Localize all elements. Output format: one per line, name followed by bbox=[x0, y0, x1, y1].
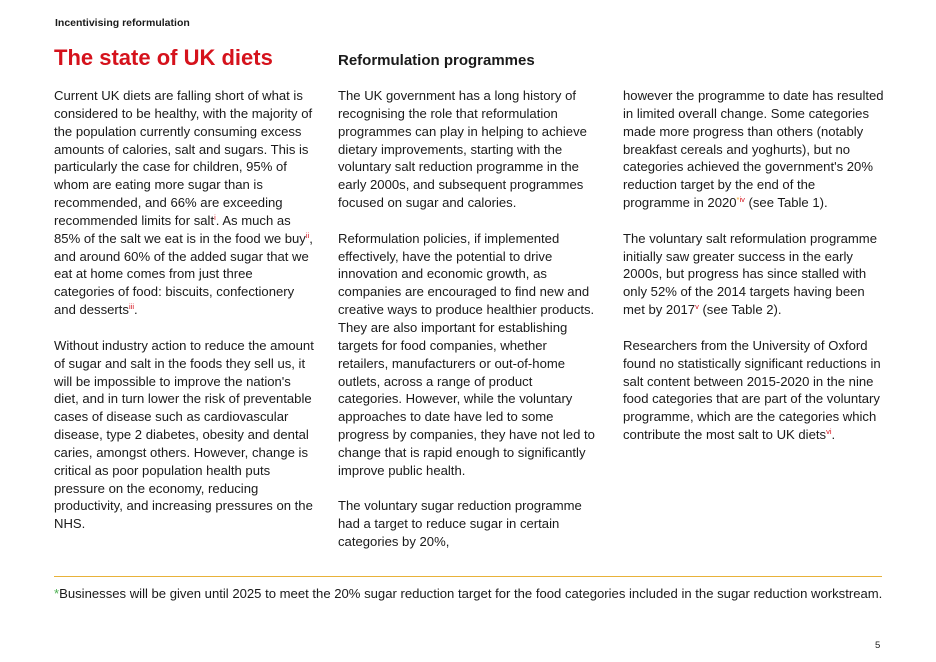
paragraph-industry-action: Without industry action to reduce the amount of sugar and salt in the foods they sell us, it will be impossible to improve the nation's diet, and in turn lower the risk of preventable cases of disease such as cardiovascular disease, type 2 diabetes, obesity and dental caries, amongst others. However, change is critical as poor population health puts pressure on the economy, reducing productivity, and increasing pressures on the NHS. bbox=[54, 337, 314, 532]
page-number: 5 bbox=[875, 640, 881, 651]
footnote-marker: * bbox=[54, 586, 60, 601]
page-title: The state of UK diets bbox=[54, 45, 273, 70]
paragraph-uk-diets: Current UK diets are falling short of what is considered to be healthy, with the majority of the population currently consuming excess amounts of calories, salt and sugars. This is particularly the case for children, 95% of whom are eating more sugar than is recommended, and 66% are exceeding recommended limits for salt$^i$. As much as 85% of the salt we eat is in the food we buy$^{ii}$, and around 60% of the added sugar that we eat at home comes from just three categories of food: biscuits, confectionery and desserts$^{iii}$. bbox=[54, 88, 313, 318]
footnote-text: Businesses will be given until 2025 to meet the 20% sugar reduction target for the food categories included in the sugar reduction workstream. bbox=[59, 586, 883, 601]
footnote bbox=[54, 585, 894, 603]
paragraph-limited-change: however the programme to date has resulted in limited overall change. Some categories made more progress than others (notably breakfast cereals and yoghurts), but no categories achieved the government's 20% reduction target by the end of the programme in 2020$^{*iv}$ (see Table 1). bbox=[623, 88, 884, 211]
column-2 bbox=[338, 87, 600, 569]
column-1 bbox=[54, 87, 314, 551]
endnote-ref[interactable]: i bbox=[214, 212, 216, 222]
footnote-star-marker[interactable]: * bbox=[736, 195, 740, 205]
endnote-ref[interactable]: ii bbox=[305, 230, 310, 240]
paragraph-sugar-reduction: The voluntary sugar reduction programme had a target to reduce sugar in certain categories by 20%, bbox=[338, 498, 582, 550]
endnote-ref[interactable]: iv bbox=[739, 195, 745, 205]
endnote-ref[interactable]: iii bbox=[128, 302, 134, 312]
section-heading: Reformulation programmes bbox=[338, 52, 535, 69]
endnote-ref[interactable]: v bbox=[695, 302, 699, 312]
paragraph-oxford-research: Researchers from the University of Oxford found no statistically significant reductions in salt content between 2015-2020 in the nine food categories that are part of the voluntary programme, which are the categories which contribute the most salt to UK diets$^{vi}$. bbox=[623, 337, 881, 443]
paragraph-reformulation-policies: Reformulation policies, if implemented effectively, have the potential to drive innovation and economic growth, as companies are encouraged to find new and creative ways to produce healthier products. They are also important for establishing targets for food companies, whether retailers, manufacturers or out-of-home outlets, across a range of product categories. However, while the voluntary approaches to date have led to some progress by companies, they have not led to change that is rapid enough to significantly improve public health. bbox=[338, 230, 595, 478]
column-3 bbox=[623, 87, 885, 462]
footnote-divider bbox=[54, 576, 882, 577]
endnote-ref[interactable]: vi bbox=[826, 427, 832, 437]
paragraph-salt-programme: The voluntary salt reformulation programme initially saw greater success in the early 2000s, but progress has since stalled with only 52% of the 2014 targets having been met by 2017$^v$ (see Table 2). bbox=[623, 230, 877, 318]
running-header: Incentivising reformulation bbox=[55, 17, 190, 29]
paragraph-government-history: The UK government has a long history of recognising the role that reformulation programmes can play in helping to achieve dietary improvements, starting with the voluntary salt reduction programme in the early 2000s, and subsequent programmes focused on sugar and calories. bbox=[338, 88, 587, 211]
